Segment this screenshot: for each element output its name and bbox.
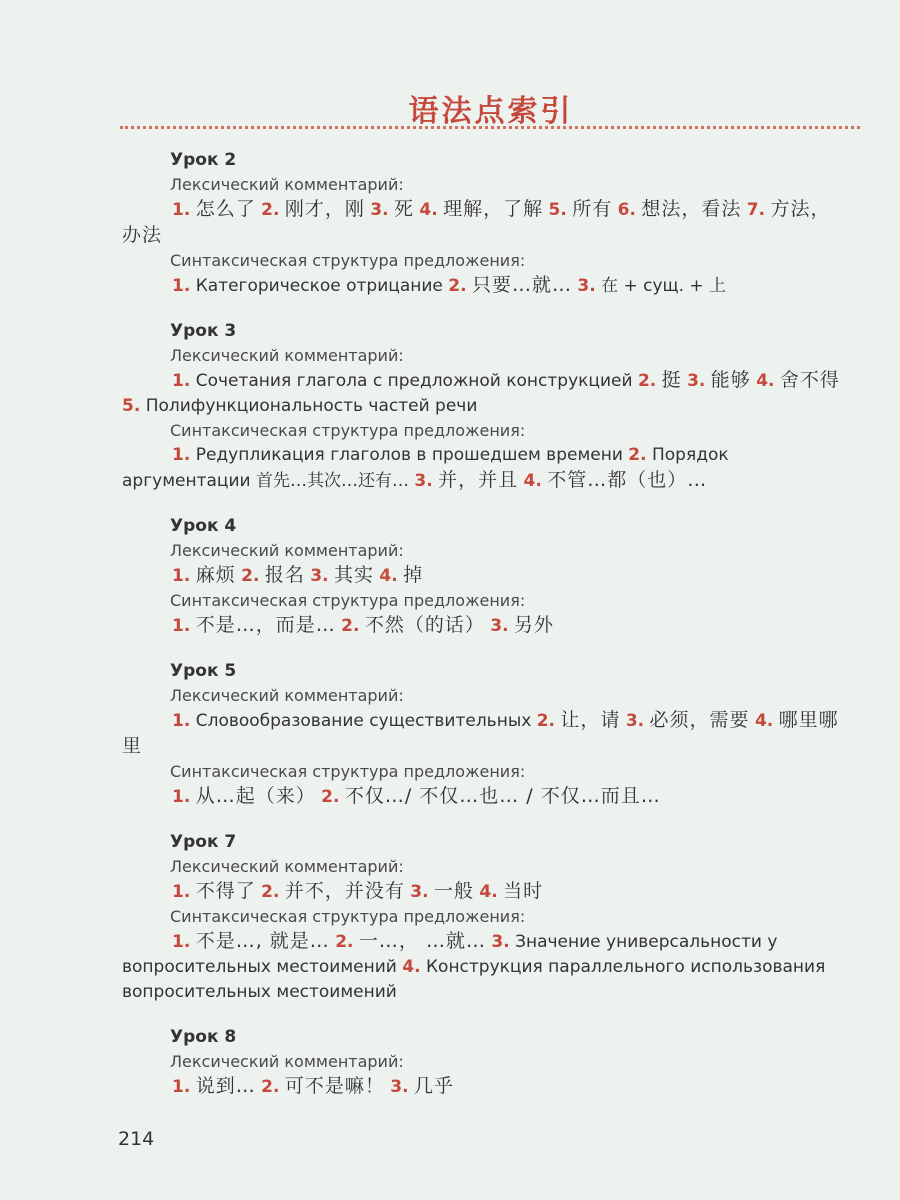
item-list <box>0 368 900 419</box>
item-text: 掉 <box>403 564 424 586</box>
lexical-label: Лексический комментарий: <box>170 175 404 194</box>
item-text: 其实 <box>333 564 374 586</box>
lexical-label: Лексический комментарий: <box>170 346 404 365</box>
item-text: 能够 <box>710 369 751 391</box>
item-text: 不仅…/ 不仅…也… / 不仅…而且… <box>344 785 661 807</box>
item-list <box>0 273 900 299</box>
syntax-label: Синтаксическая структура предложения: <box>170 421 526 440</box>
item-text: 舍不得 <box>779 369 840 391</box>
item-text: 可不是嘛！ <box>284 1075 385 1097</box>
item-number: 1. <box>172 371 191 391</box>
item-list <box>0 929 900 1005</box>
item-number: 2. <box>637 371 657 391</box>
page-title: 语法点索引 <box>408 94 574 129</box>
lesson-section <box>0 514 900 639</box>
item-list <box>0 879 900 905</box>
item-number: 4. <box>419 200 438 220</box>
lesson-section <box>0 830 900 1005</box>
item-number: 3. <box>410 882 429 902</box>
lexical-label: Лексический комментарий: <box>170 541 404 560</box>
item-text: 所有 <box>572 198 613 220</box>
lesson-title: Урок 7 <box>170 832 237 852</box>
item-number: 3. <box>414 471 433 491</box>
item-number: 1. <box>172 932 191 952</box>
item-text: 让，请 <box>560 709 621 731</box>
lesson-title: Урок 3 <box>170 321 237 341</box>
item-text: Словообразование существительных <box>195 711 532 731</box>
item-number: 1. <box>172 445 191 465</box>
item-number: 4. <box>754 711 774 731</box>
lesson-section <box>0 659 900 810</box>
lexical-label: Лексический комментарий: <box>170 1052 404 1071</box>
item-text: 几乎 <box>413 1075 454 1097</box>
item-text: 理解，了解 <box>443 198 544 220</box>
item-number: 1. <box>172 787 191 807</box>
item-number: 3. <box>490 616 509 636</box>
item-number: 2. <box>261 882 280 902</box>
item-list <box>0 1074 900 1100</box>
item-text: Полифункциональность частей речи <box>145 396 478 416</box>
item-text: 麻烦 <box>195 564 236 586</box>
item-number: 2. <box>448 276 467 296</box>
item-text: Редупликация глаголов в прошедшем времени <box>195 445 623 465</box>
item-text: 方法，办法 <box>122 198 831 246</box>
item-number: 2. <box>341 616 360 636</box>
item-number: 3. <box>625 711 645 731</box>
item-text: 挺 <box>661 369 682 391</box>
item-number: 2. <box>335 932 354 952</box>
lexical-label: Лексический комментарий: <box>170 686 404 705</box>
lesson-title: Урок 5 <box>170 661 237 681</box>
syntax-label: Синтаксическая структура предложения: <box>170 251 526 270</box>
item-list <box>0 563 900 589</box>
lesson-title: Урок 8 <box>170 1027 237 1047</box>
item-number: 2. <box>261 200 280 220</box>
lesson-section <box>0 148 900 299</box>
item-text: 说到… <box>195 1075 256 1097</box>
item-number: 3. <box>491 932 510 952</box>
item-text: 哪里哪里 <box>122 709 839 757</box>
item-number: 3. <box>370 200 389 220</box>
title-divider <box>120 126 860 129</box>
item-text: 必须，需要 <box>649 709 750 731</box>
item-text: 不得了 <box>195 880 256 902</box>
lesson-title: Урок 4 <box>170 516 237 536</box>
item-text: 想法，看法 <box>641 198 742 220</box>
item-number: 3. <box>687 371 706 391</box>
item-number: 3. <box>577 276 596 296</box>
item-text: Порядок аргументации 首先…其次…还有… <box>122 445 729 491</box>
item-number: 2. <box>241 566 260 586</box>
item-number: 1. <box>172 711 191 731</box>
item-number: 7. <box>746 200 766 220</box>
item-number: 2. <box>628 445 647 465</box>
item-text: Конструкция параллельного использования вопросительных местоимений <box>122 957 826 1002</box>
item-text: 刚才，刚 <box>284 198 365 220</box>
item-text: 另外 <box>513 614 554 636</box>
item-number: 3. <box>390 1077 409 1097</box>
item-text: 报名 <box>264 564 305 586</box>
lexical-label: Лексический комментарий: <box>170 857 404 876</box>
item-number: 1. <box>172 200 191 220</box>
item-text: 不管…都（也）… <box>547 469 708 491</box>
item-number: 5. <box>122 396 141 416</box>
item-number: 1. <box>172 566 191 586</box>
item-number: 4. <box>523 471 542 491</box>
item-number: 1. <box>172 276 191 296</box>
syntax-label: Синтаксическая структура предложения: <box>170 907 526 926</box>
item-text: 当时 <box>503 880 544 902</box>
item-text: 不是…，而是… <box>195 614 336 636</box>
item-text: 只要…就… <box>471 274 572 296</box>
item-number: 6. <box>617 200 636 220</box>
item-text: 并，并且 <box>438 469 519 491</box>
item-number: 2. <box>536 711 555 731</box>
item-text: 并不，并没有 <box>284 880 405 902</box>
item-number: 1. <box>172 616 191 636</box>
item-text: 一般 <box>433 880 474 902</box>
item-list <box>0 613 900 639</box>
item-number: 4. <box>402 957 421 977</box>
item-number: 1. <box>172 1077 191 1097</box>
syntax-label: Синтаксическая структура предложения: <box>170 591 526 610</box>
syntax-label: Синтаксическая структура предложения: <box>170 762 526 781</box>
item-number: 3. <box>310 566 329 586</box>
item-text: 死 <box>393 198 414 220</box>
item-number: 4. <box>479 882 498 902</box>
item-number: 2. <box>321 787 340 807</box>
lesson-section <box>0 1025 900 1100</box>
item-number: 4. <box>379 566 398 586</box>
lesson-title: Урок 2 <box>170 150 237 170</box>
item-number: 2. <box>261 1077 280 1097</box>
item-text: 一…， …就… <box>358 930 486 952</box>
lesson-section <box>0 319 900 494</box>
item-list <box>0 708 900 760</box>
item-number: 4. <box>756 371 775 391</box>
grammar-index <box>0 148 900 1120</box>
item-list <box>0 197 900 249</box>
item-list <box>0 443 900 494</box>
item-number: 5. <box>548 200 567 220</box>
item-text: 不是…, 就是… <box>195 930 330 952</box>
item-text: 不然（的话） <box>364 614 485 636</box>
item-text: Сочетания глагола с предложной конструкцией <box>195 371 633 391</box>
item-text: 从…起（来） <box>195 785 316 807</box>
item-text: 怎么了 <box>195 198 256 220</box>
item-text: 在 + сущ. + 上 <box>601 276 727 296</box>
item-text: Значение универсальности у вопросительных местоимений <box>122 932 778 977</box>
item-text: Категорическое отрицание <box>195 276 443 296</box>
item-number: 1. <box>172 882 191 902</box>
page-number: 214 <box>118 1128 155 1150</box>
item-list <box>0 784 900 810</box>
